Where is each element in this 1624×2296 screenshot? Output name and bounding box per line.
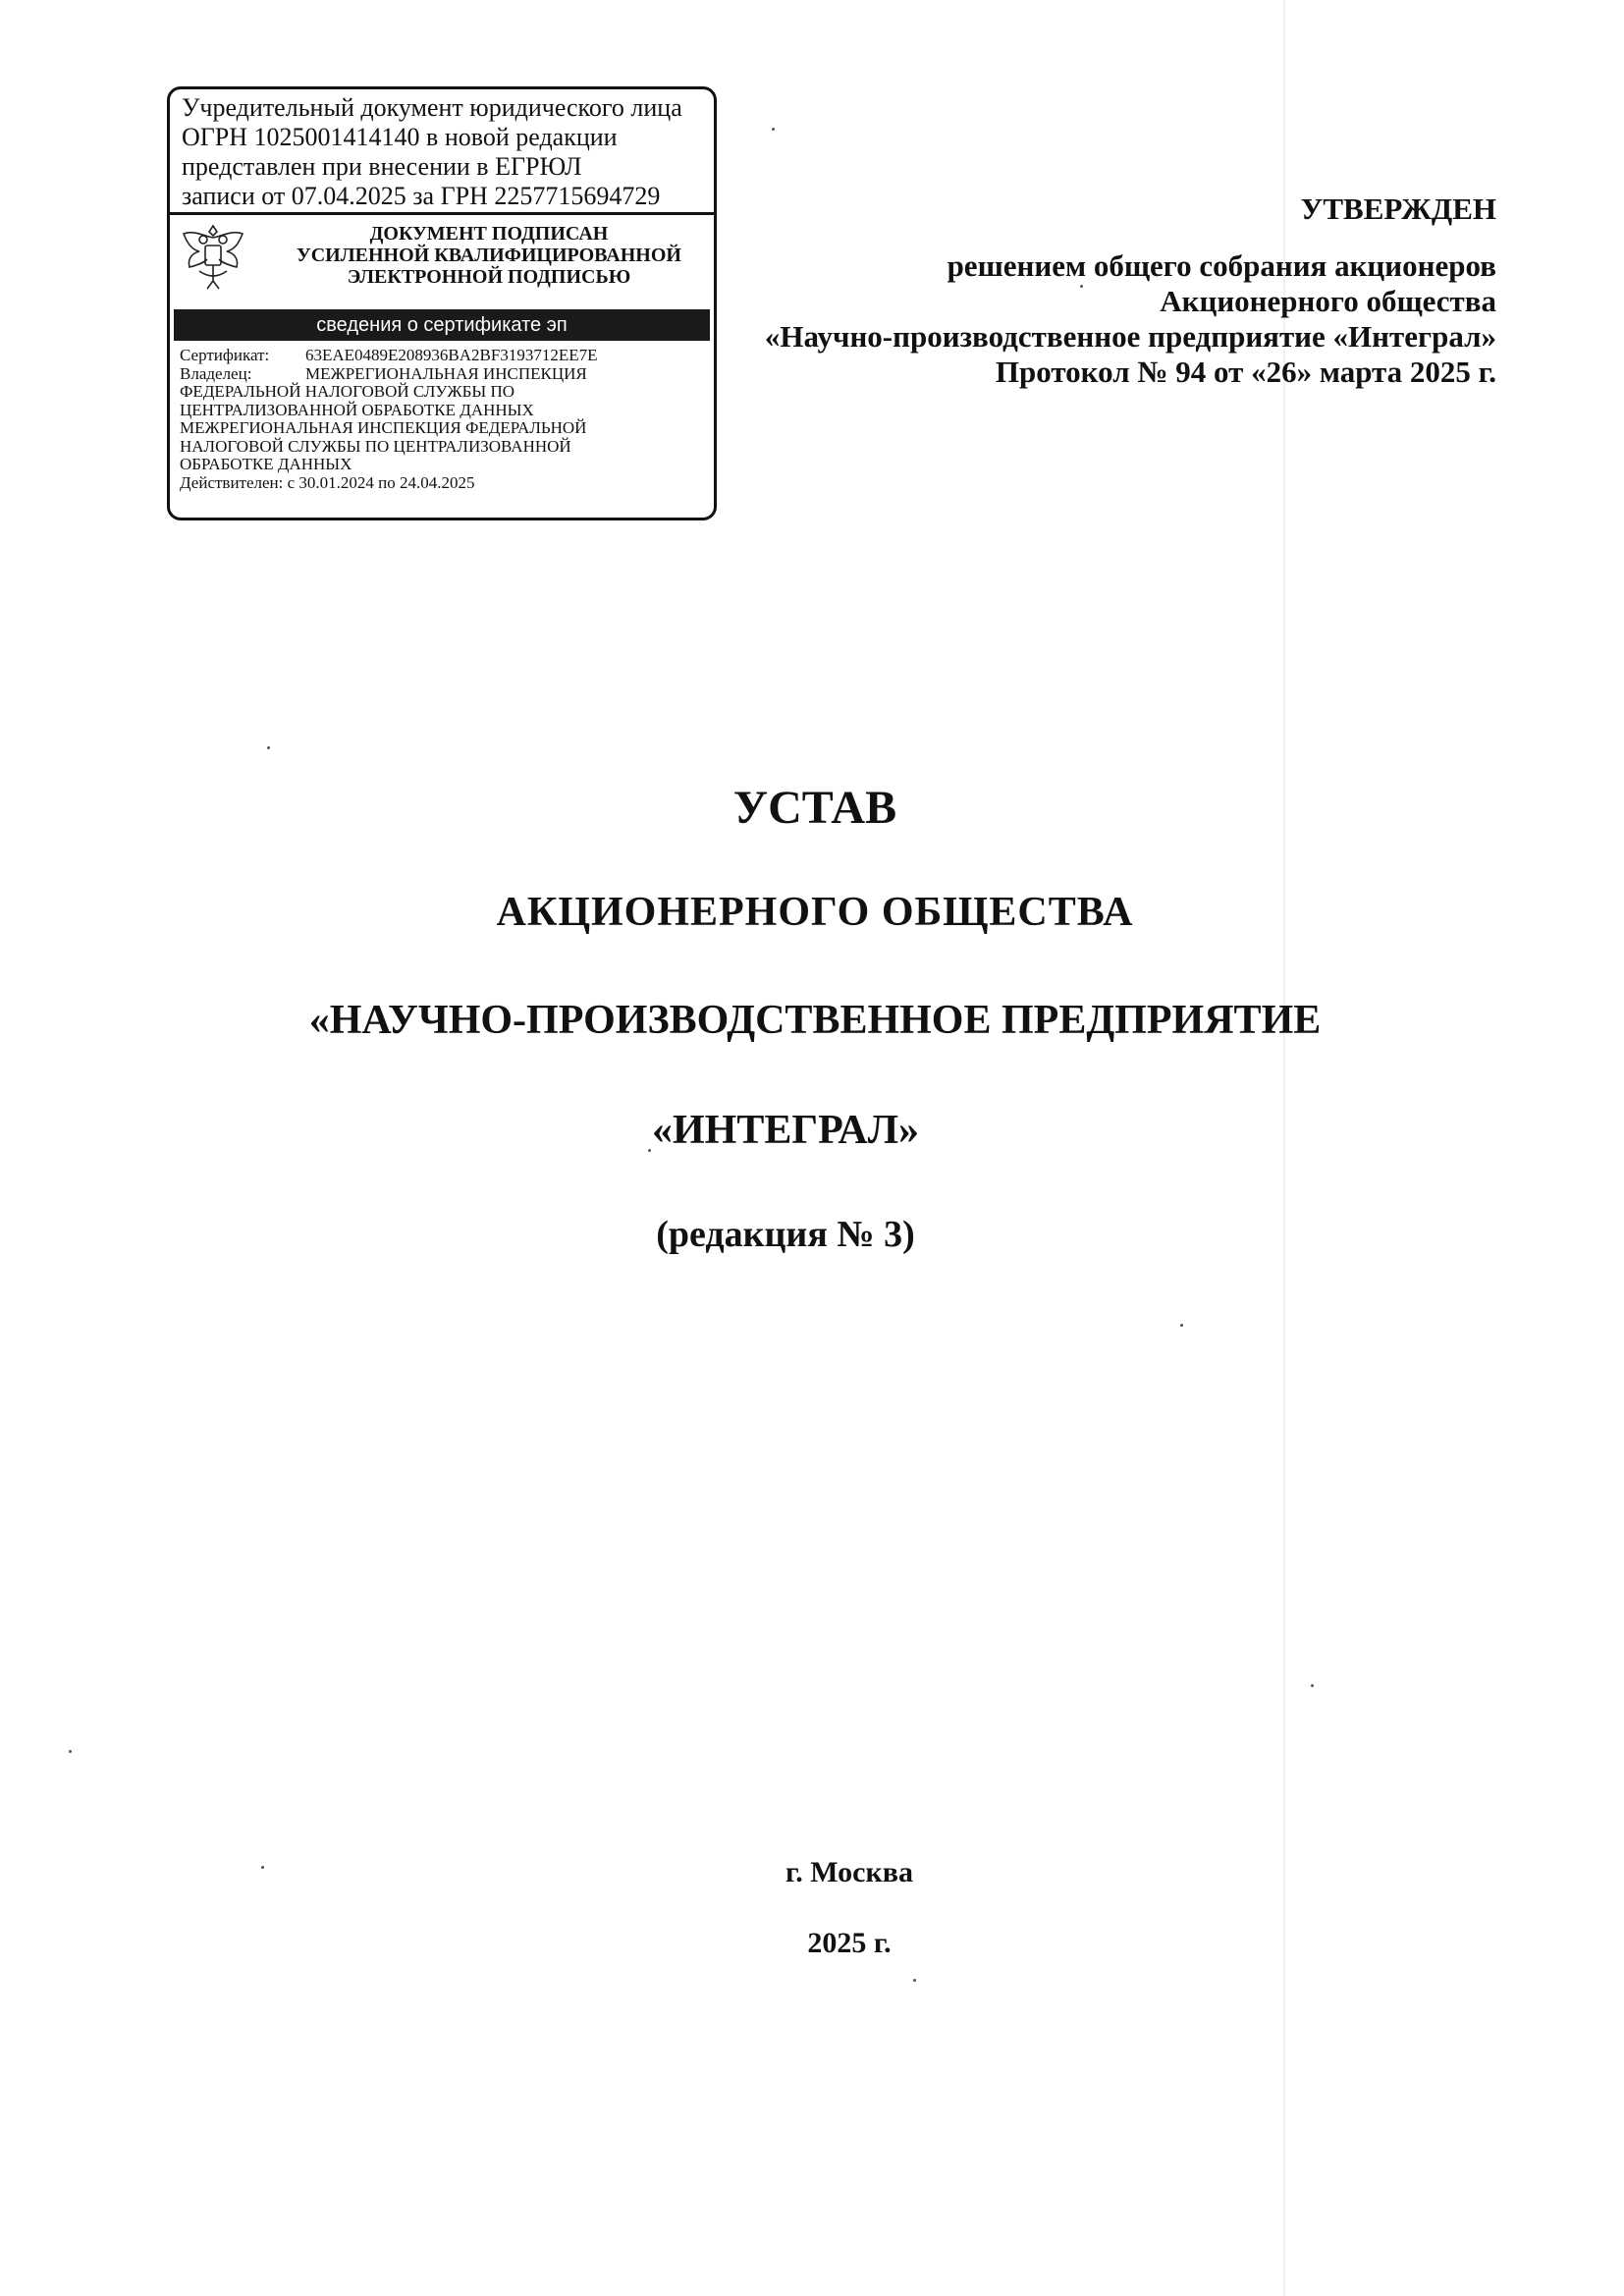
registration-line: Учредительный документ юридического лица <box>182 93 682 122</box>
owner-line: МЕЖРЕГИОНАЛЬНАЯ ИНСПЕКЦИЯ <box>305 363 587 383</box>
registration-line: ОГРН 1025001414140 в новой редакции <box>182 123 618 151</box>
scan-speck <box>69 1750 72 1753</box>
scan-speck <box>267 746 270 749</box>
scan-speck <box>261 1866 264 1869</box>
year: 2025 г. <box>807 1927 892 1959</box>
scan-speck <box>1311 1684 1314 1687</box>
signed-title-line: ДОКУМЕНТ ПОДПИСАН <box>369 223 609 245</box>
valid-row <box>180 474 710 493</box>
scan-speck <box>1180 1324 1183 1327</box>
registration-line: записи от 07.04.2025 за ГРН 2257715694729 <box>182 182 661 210</box>
signed-title-line: ЭЛЕКТРОННОЙ ПОДПИСЬЮ <box>347 266 631 288</box>
owner-line: ОБРАБОТКЕ ДАННЫХ <box>180 455 352 473</box>
scan-speck <box>648 1149 651 1152</box>
owner-line: ЦЕНТРАЛИЗОВАННОЙ ОБРАБОТКЕ ДАННЫХ <box>180 400 534 419</box>
approval-block <box>613 191 1496 390</box>
approval-heading: УТВЕРЖДЕН <box>1300 191 1496 226</box>
approval-line: решением общего собрания акционеров <box>947 248 1496 283</box>
title-line: АКЦИОНЕРНОГО ОБЩЕСТВА <box>496 890 1134 935</box>
approval-protocol: Протокол № 94 от «26» марта 2025 г. <box>995 355 1496 389</box>
city: г. Москва <box>785 1856 913 1888</box>
approval-line: «Научно-производственное предприятие «Интеграл» <box>764 319 1496 354</box>
registration-line: представлен при внесении в ЕГРЮЛ <box>182 152 582 181</box>
edition-label: (редакция № 3) <box>656 1214 915 1255</box>
valid-label: Действителен: <box>180 472 284 492</box>
certificate-label: Сертификат: <box>180 346 270 364</box>
certificate-bar: сведения о сертификате эп <box>174 309 710 341</box>
owner-line: ФЕДЕРАЛЬНОЙ НАЛОГОВОЙ СЛУЖБЫ ПО <box>180 382 515 401</box>
approval-line: Акционерного общества <box>1160 284 1496 318</box>
signed-title-line: УСИЛЕННОЙ КВАЛИФИЦИРОВАННОЙ <box>297 245 681 266</box>
title-line: «ИНТЕГРАЛ» <box>652 1108 919 1153</box>
owner-line: НАЛОГОВОЙ СЛУЖБЫ ПО ЦЕНТРАЛИЗОВАННОЙ <box>180 436 571 456</box>
coat-of-arms-icon <box>178 220 248 297</box>
scan-speck <box>1080 285 1083 288</box>
scan-speck <box>913 1979 916 1982</box>
owner-label: Владелец: <box>180 363 252 383</box>
owner-line: МЕЖРЕГИОНАЛЬНАЯ ИНСПЕКЦИЯ ФЕДЕРАЛЬНОЙ <box>180 418 587 437</box>
scan-speck <box>772 128 775 131</box>
title-line: «НАУЧНО-ПРОИЗВОДСТВЕННОЕ ПРЕДПРИЯТИЕ <box>308 998 1322 1043</box>
certificate-value: 63EAE0489E208936BA2BF3193712EE7E <box>305 346 598 364</box>
document-title: УСТАВ <box>732 782 897 834</box>
valid-value: с 30.01.2024 по 24.04.2025 <box>287 472 475 492</box>
